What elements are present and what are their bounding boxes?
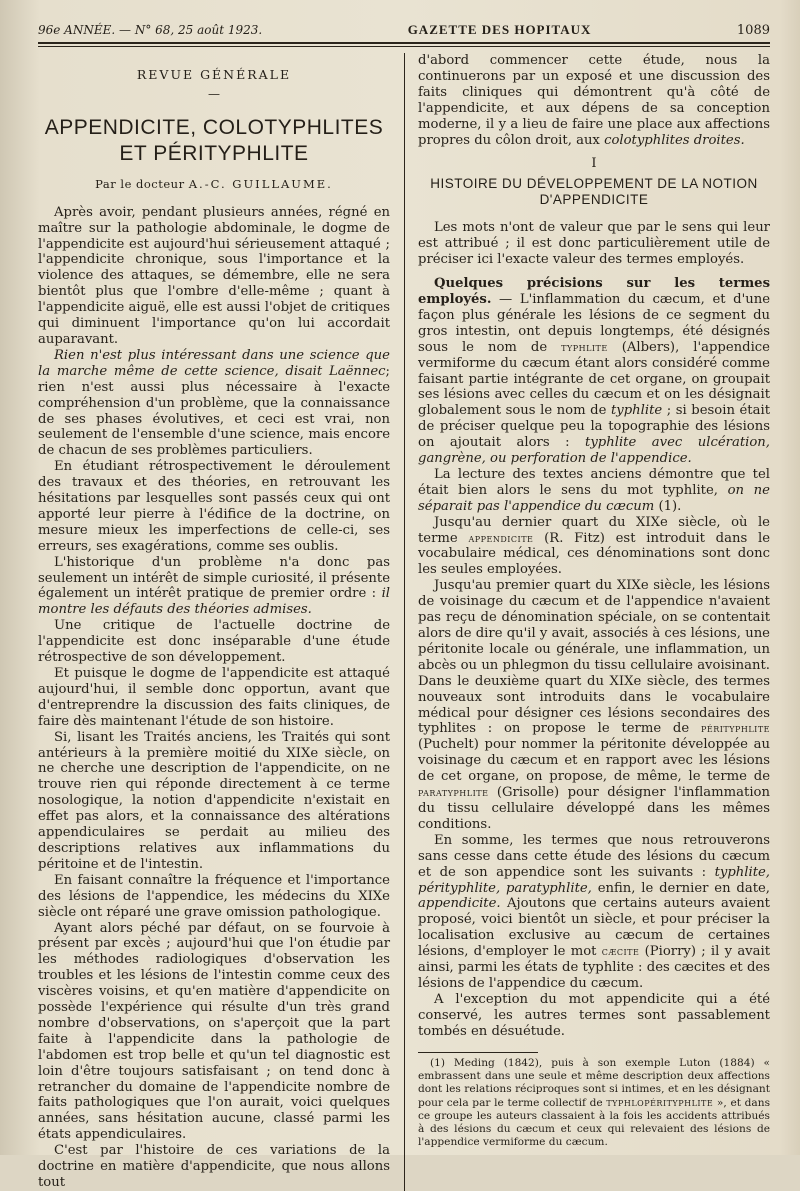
issue-info: 96e ANNÉE. — N° 68, 25 août 1923. <box>38 23 263 37</box>
term: typhlite <box>561 340 608 354</box>
paragraph <box>418 833 770 992</box>
byline-prefix: Par le docteur <box>95 176 185 191</box>
section-number: I <box>591 156 597 172</box>
paragraph-text: L'historique d'un problème n'a donc pas seulement un intérêt de simple curiosité, il présente également un intérêt pratique de premier ordre : <box>38 554 390 602</box>
article-title <box>38 115 390 167</box>
journal-name: GAZETTE DES HOPITAUX <box>407 22 592 37</box>
term: appendicite <box>468 531 534 545</box>
paragraph <box>418 53 770 148</box>
paragraph: Si, lisant les Traités anciens, les Traités qui sont antérieurs à la première moitié du XIXe siècle, on ne cherche une description de l'appendicite, on ne trouve rien qui réponde directement à ce terme nosologique, la notion d'appendicite n'existait en effet pas alors, et la connaissance des altérations appendiculaires se perdait au milieu des descriptions relatives aux inflammations du péritoine et de l'intestin. <box>38 729 390 872</box>
quote-text: Rien n'est plus intéressant dans une science que la marche même de cette science, disait <box>38 347 390 379</box>
term: paratyphlite <box>418 786 489 800</box>
rubric: REVUE GÉNÉRALE <box>136 67 292 82</box>
paragraph <box>418 578 770 833</box>
paragraph <box>418 467 770 515</box>
paragraph: En faisant connaître la fréquence et l'importance des lésions de l'appendice, les médecins du XIXe siècle ont réparé une grave omission pathologique. <box>38 872 390 920</box>
emphasis: typhlite avec ulcération, gangrène, ou perforation de l'appendice. <box>418 435 770 467</box>
footnote-ref: (1). <box>654 498 682 514</box>
paragraph-text: ; rien n'est aussi plus nécessaire à l'exacte compréhension d'un problème, que la connaissance de ses phases évolutives, et ceci est vrai, non seulement de l'ensemble d'une science, mais encore de chacun de ses problèmes particuliers. <box>38 363 390 459</box>
term: cæcite <box>601 945 640 959</box>
left-column <box>38 53 390 1191</box>
header-rule <box>38 46 770 47</box>
paragraph: Et puisque le dogme de l'appendicite est attaqué aujourd'hui, il semble donc opportun, avant que d'entreprendre la discussion des faits cliniques, de faire dès maintenant l'étude de son histoire. <box>38 666 390 729</box>
paragraph-text: En somme, les termes que nous retrouverons sans cesse dans cette étude des lésions du cæcum et de son appendice sont les suivants : <box>418 832 770 880</box>
section-title-line2: D'APPENDICITE <box>539 192 649 208</box>
emphasis: on ne séparait pas l'appendice du cæcum <box>418 482 770 514</box>
paragraph: En étudiant rétrospectivement le déroulement des travaux et des théories, en retrouvant les hésitations par lesquelles sont passés ceux qui ont apporté leur pierre à l'édifice de la doctrine, on mesure mieux les imperfections de celle-ci, ses erreurs, ses exagérations, comme ses oublis. <box>38 459 390 554</box>
author-name: A.-C. GUILLAUME. <box>188 176 333 191</box>
emphasis: appendicite. <box>418 896 501 912</box>
right-column <box>418 53 770 1191</box>
paragraph-text: (Albers), l'appendice vermiforme du cæcum étant alors considéré comme faisant partie intégrante de cet organe, on groupait ses lésions avec celles du cæcum et on les désignait globalement sous le nom de <box>418 339 770 419</box>
term: pérityphlite <box>700 722 770 736</box>
rubric-separator: — <box>208 86 220 101</box>
footnote <box>418 1057 770 1149</box>
paragraph-text: d'abord commencer cette étude, nous la continuerons par un exposé et une discussion des faits cliniques qui démontrent qu'à côté de l'appendicite, et aux dépens de sa conception moderne, il y a lieu de faire une place aux affections propres du côlon droit, aux <box>418 53 770 148</box>
running-head <box>38 22 770 44</box>
footnote-rule <box>418 1052 538 1053</box>
paragraph-text: — L'inflammation du cæcum, et d'une façon plus générale les lésions de ce segment du gros intestin, ont depuis longtemps, été désignés sous le nom de <box>418 291 770 355</box>
quote-author: Laënnec <box>322 363 386 379</box>
footnote-text: », et dans ce groupe les auteurs classaient à la fois les accidents attribués à des lésions du cæcum et ceux qui relevaient des lésions de l'appendice vermiforme du cæcum. <box>418 1096 771 1148</box>
emphasis: typhlite <box>610 403 663 419</box>
paragraph-text: ; si besoin était de préciser quelque peu la topographie des lésions on ajoutait alors : <box>418 403 770 451</box>
paragraph-text: La lecture des textes anciens démontre que tel était bien alors le sens du mot typhlite, <box>418 466 770 498</box>
paragraph: Les mots n'ont de valeur que par le sens qui leur est attribué ; il est donc particulièrement utile de préciser ici l'exacte valeur des termes employés. <box>418 220 770 268</box>
byline <box>38 177 390 193</box>
paragraph: Une critique de l'actuelle doctrine de l'appendicite est donc inséparable d'une étude rétrospective de son développement. <box>38 618 390 666</box>
emphasis: typhlite, pérityphlite, paratyphlite, <box>418 864 770 896</box>
column-rule <box>404 53 405 1191</box>
paragraph <box>418 515 770 579</box>
section-title-line1: HISTOIRE DU DÉVELOPPEMENT DE LA NOTION <box>430 176 758 192</box>
paragraph: Ayant alors péché par défaut, on se fourvoie à présent par excès ; aujourd'hui que l'on étudie par les méthodes radiologiques d'observation les troubles et les lésions de l'intestin comme ceux des viscères voisins, et qu'en matière d'appendicite on possède l'expérience qui résulte d'un très grand nombre d'observations, on s'aperçoit que la part faite à l'appendicite dans la pathologie de l'abdomen est trop belle et qu'un tel diagnostic est loin d'être toujours satisfaisant ; on tend donc à retrancher du domaine de l'appendicite nombre de faits pathologiques que l'on aurait, voici quelques années, sans hésitation aucune, classé parmi les états appendiculaires. <box>38 920 390 1143</box>
paragraph <box>418 276 770 467</box>
subsection-heading: Quelques précisions sur les termes employés. <box>418 276 770 307</box>
article-title-line1: APPENDICITE, COLOTYPHLITES <box>44 115 384 139</box>
page-number: 1089 <box>736 23 770 38</box>
paragraph-text: (Puchelt) pour nommer la péritonite développée au voisinage du cæcum et en rapport avec les lésions de cet organe, on propose, de même, le terme de <box>418 737 770 785</box>
footnote-text: (1) Meding (1842), puis à son exemple Luton (1884) « embrassent dans une seule et même description deux affections dont les relations réciproques sont si intimes, et en les désignant pour cela par le terme collectif de <box>418 1056 770 1109</box>
section-title <box>418 176 770 208</box>
paragraph-text: Jusqu'au dernier quart du XIXe siècle, où le terme <box>418 514 770 546</box>
two-column-body <box>38 53 770 1191</box>
paragraph-text: enfin, le dernier en date, <box>591 880 771 896</box>
paragraph-text: Ajoutons que certains auteurs avaient proposé, voici bientôt un siècle, et pour préciser la localisation exclusive au cæcum de certaines lésions, d'employer le mot <box>418 896 770 960</box>
paragraph-text: (Piorry) ; il y avait ainsi, parmi les états de typhlite : des cæcites et des lésions de l'appendice du cæcum. <box>418 944 771 991</box>
paragraph-quote <box>38 348 390 459</box>
paragraph-text: Jusqu'au premier quart du XIXe siècle, les lésions de voisinage du cæcum et de l'appendice n'avaient pas reçu de dénomination spéciale, on se contentait alors de dire qu'il y avait, associés à ces lésions, une péritonite locale ou générale, une inflammation, un abcès ou un phlegmon du tissu cellulaire avoisinant. Dans le deuxième quart du XIXe siècle, des termes nouveaux sont introduits dans le vocabulaire médical pour désigner ces lésions secondaires des typhlites : on propose le terme de <box>418 578 770 737</box>
paragraph: C'est par l'histoire de ces variations de la doctrine en matière d'appendicite, que nous allons tout <box>38 1143 390 1190</box>
paragraph: Après avoir, pendant plusieurs années, régné en maître sur la pathologie abdominale, le dogme de l'appendicite est aujourd'hui sérieusement attaqué ; l'appendicite chronique, sous l'importance et la violence des attaques, se démembre, elle ne sera bientôt plus que l'ombre d'elle-même ; quant à l'appendicite aiguë, elle est aussi l'objet de critiques qui diminuent l'importance qu'on lui accordait auparavant. <box>38 204 390 347</box>
paragraph-text: (Grisolle) pour désigner l'inflammation du tissu cellulaire développé dans les mêmes conditions. <box>418 785 770 832</box>
article-title-line2: ET PÉRITYPHLITE <box>119 141 309 165</box>
emphasis: il montre les défauts des théories admises. <box>38 586 390 618</box>
term: typhlopérityphlite <box>606 1095 714 1109</box>
paragraph <box>38 555 390 619</box>
emphasis: colotyphlites droites. <box>599 132 745 148</box>
paragraph-text: (R. Fitz) est introduit dans le vocabulaire médical, ces dénominations sont donc les seules employées. <box>418 530 771 578</box>
paragraph: A l'exception du mot appendicite qui a été conservé, les autres termes sont passablement tombés en désuétude. <box>418 991 770 1039</box>
